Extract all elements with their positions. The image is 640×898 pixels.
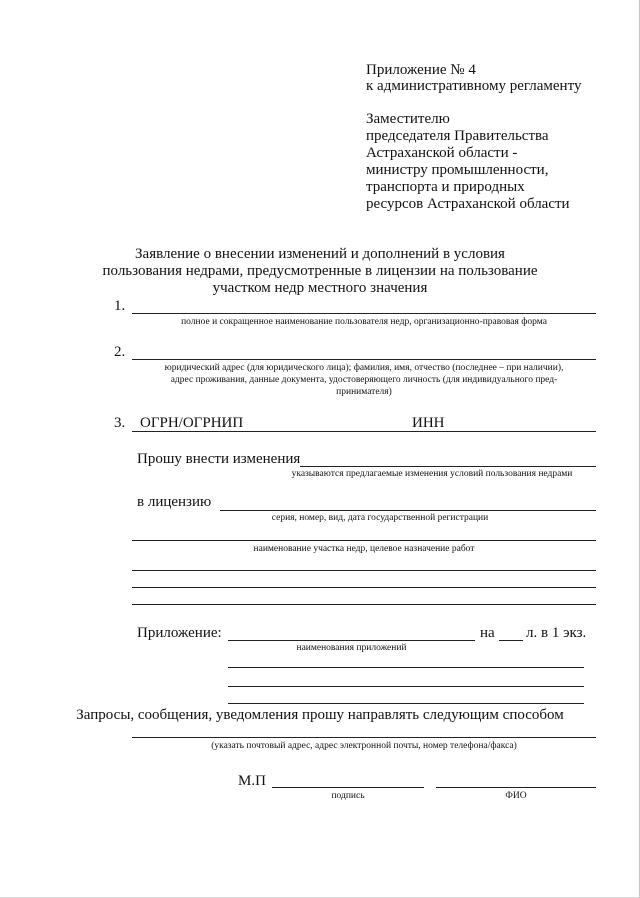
subsoil-field[interactable] xyxy=(132,540,596,541)
address-caption-line: принимателя) xyxy=(336,387,392,397)
appendix-number: Приложение № 4 xyxy=(366,62,476,78)
attachment-label: Приложение: xyxy=(137,625,222,641)
signature-field[interactable] xyxy=(272,787,424,788)
blank-line[interactable] xyxy=(228,703,584,704)
full-name-field[interactable] xyxy=(436,787,596,788)
license-field[interactable] xyxy=(220,510,596,511)
appendix-reference: к административному регламенту xyxy=(366,78,582,94)
blank-line[interactable] xyxy=(132,604,596,605)
title-line: пользования недрами, предусмотренные в лицензии на пользование xyxy=(102,263,538,279)
changes-caption: указываются предлагаемые изменения условий пользования недрами xyxy=(291,469,573,479)
attachment-field[interactable] xyxy=(228,640,475,641)
delivery-label: Запросы, сообщения, уведомления прошу направлять следующим способом xyxy=(76,707,564,723)
ogrn-inn-field[interactable] xyxy=(132,431,596,432)
sheets-count-field[interactable] xyxy=(499,640,523,641)
item-2-number: 2. xyxy=(114,344,126,360)
item-3-number: 3. xyxy=(114,415,126,431)
addressee-line: председателя Правительства xyxy=(366,128,549,144)
full-name-caption: ФИО xyxy=(505,791,527,801)
addressee-line: Заместителю xyxy=(366,111,450,127)
user-name-field[interactable] xyxy=(132,313,596,314)
subsoil-caption: наименование участка недр, целевое назначение работ xyxy=(253,544,475,554)
changes-field[interactable] xyxy=(300,466,596,467)
addressee-line: министру промышленности, xyxy=(366,162,549,178)
address-caption-line: адрес проживания, данные документа, удостоверяющего личность (для индивидуального пред- xyxy=(170,375,558,385)
delivery-caption: (указать почтовый адрес, адрес электронной почты, номер телефона/факса) xyxy=(211,741,517,751)
ogrn-label: ОГРН/ОГРНИП xyxy=(140,415,244,431)
user-name-caption: полное и сокращенное наименование пользователя недр, организационно-правовая форма xyxy=(181,317,547,327)
license-label: в лицензию xyxy=(137,494,212,510)
addressee-line: Астраханской области - xyxy=(366,145,518,161)
addressee-line: транспорта и природных xyxy=(366,179,525,195)
inn-label: ИНН xyxy=(412,415,445,431)
signature-caption: подпись xyxy=(331,791,365,801)
license-caption: серия, номер, вид, дата государственной регистрации xyxy=(271,513,489,523)
attachment-caption: наименования приложений xyxy=(296,643,407,653)
blank-line[interactable] xyxy=(132,570,596,571)
addressee-line: ресурсов Астраханской области xyxy=(366,196,570,212)
blank-line[interactable] xyxy=(228,667,584,668)
title-line: участком недр местного значения xyxy=(212,280,428,296)
title-line: Заявление о внесении изменений и дополнений в условия xyxy=(135,246,505,262)
attachment-on-label: на xyxy=(480,625,495,641)
blank-line[interactable] xyxy=(132,587,596,588)
request-label: Прошу внести изменения xyxy=(137,451,301,467)
attachment-sheets-label: л. в 1 экз. xyxy=(526,625,587,641)
blank-line[interactable] xyxy=(228,686,584,687)
address-field[interactable] xyxy=(132,359,596,360)
stamp-label: М.П xyxy=(238,773,266,789)
delivery-field[interactable] xyxy=(132,737,596,738)
item-1-number: 1. xyxy=(114,298,126,314)
address-caption-line: юридический адрес (для юридического лица); фамилия, имя, отчество (последнее – при наличии), xyxy=(164,363,564,373)
